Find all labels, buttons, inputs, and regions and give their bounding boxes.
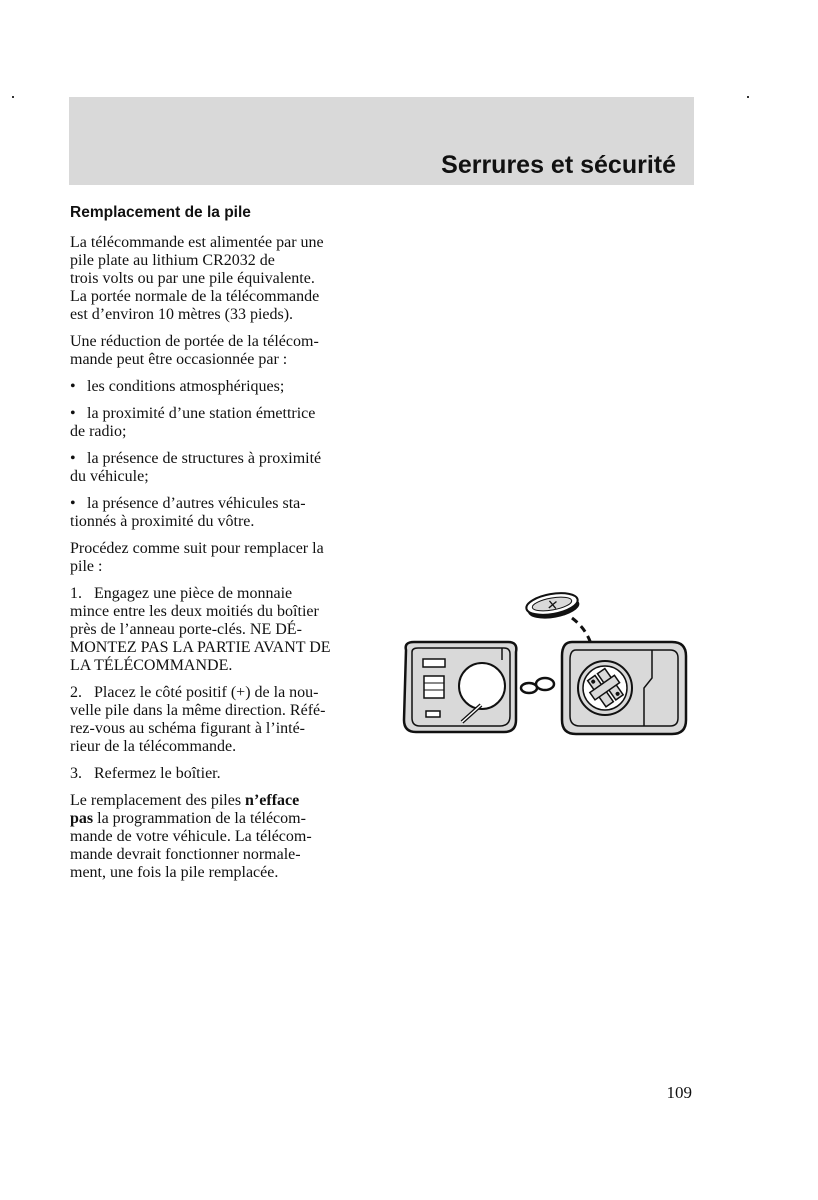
text-line: mande peut être occasionnée par : bbox=[70, 351, 288, 368]
remote-back-half bbox=[562, 642, 686, 734]
text-line: est d’environ 10 mètres (33 pieds). bbox=[70, 306, 294, 323]
text-line: Une réduction de portée de la télécom- bbox=[70, 333, 319, 350]
text-fragment: la programmation de la télécom- bbox=[93, 810, 306, 827]
text-line: MONTEZ PAS LA PARTIE AVANT DE bbox=[70, 639, 331, 656]
text-line: rez-vous au schéma figurant à l’inté- bbox=[70, 720, 306, 737]
bullet-symbol: • bbox=[70, 450, 76, 467]
text-line: pile plate au lithium CR2032 de bbox=[70, 252, 275, 269]
text-line: pile : bbox=[70, 558, 103, 575]
text-line: 2. Placez le côté positif (+) de la nou- bbox=[70, 684, 319, 701]
text-line: 3. Refermez le boîtier. bbox=[70, 765, 221, 782]
text-line: rieur de la télécommande. bbox=[70, 738, 237, 755]
step-2 bbox=[70, 684, 375, 756]
step-1 bbox=[70, 585, 375, 675]
bullet-item bbox=[70, 450, 375, 486]
text-line: ment, une fois la pile remplacée. bbox=[70, 864, 279, 881]
plus-sign-icon: + bbox=[541, 592, 564, 616]
intro-paragraph bbox=[70, 234, 375, 324]
text-line: la présence de structures à proximité bbox=[87, 450, 322, 467]
text-line: tionnés à proximité du vôtre. bbox=[70, 513, 255, 530]
text-line: mande devrait fonctionner normale- bbox=[70, 846, 301, 863]
bold-text: n’efface bbox=[245, 792, 300, 809]
bullet-item bbox=[70, 405, 375, 441]
step-3 bbox=[70, 765, 375, 783]
text-line: mince entre les deux moitiés du boîtier bbox=[70, 603, 319, 620]
bold-text: pas bbox=[70, 810, 94, 827]
text-line: la proximité d’une station émettrice bbox=[87, 405, 316, 422]
page-number: 109 bbox=[666, 1083, 692, 1102]
text-line: Procédez comme suit pour remplacer la bbox=[70, 540, 324, 557]
main-content bbox=[70, 203, 375, 891]
text-line: mande de votre véhicule. La télécom- bbox=[70, 828, 312, 845]
section-heading: Remplacement de la pile bbox=[70, 204, 251, 221]
crop-mark-right bbox=[747, 96, 749, 98]
text-fragment: Le remplacement des piles bbox=[70, 792, 246, 809]
bullet-item bbox=[70, 378, 375, 396]
text-line: du véhicule; bbox=[70, 468, 149, 485]
text-line: La portée normale de la télécommande bbox=[70, 288, 320, 305]
procedure-paragraph bbox=[70, 540, 375, 576]
text-line: trois volts ou par une pile équivalente. bbox=[70, 270, 315, 287]
remote-front-half bbox=[404, 642, 516, 732]
text-line: la présence d’autres véhicules sta- bbox=[87, 495, 306, 512]
remote-battery-illustration bbox=[396, 580, 692, 750]
text-line: près de l’anneau porte-clés. NE DÉ- bbox=[70, 621, 302, 638]
text-line: velle pile dans la même direction. Réfé- bbox=[70, 702, 326, 719]
header-band bbox=[69, 97, 694, 185]
closing-paragraph bbox=[70, 792, 375, 882]
page-title: Serrures et sécurité bbox=[441, 151, 676, 179]
bullet-symbol: • bbox=[70, 405, 76, 422]
bullet-symbol: • bbox=[70, 495, 76, 512]
text-line: La télécommande est alimentée par une bbox=[70, 234, 324, 251]
bullet-symbol: • bbox=[70, 378, 76, 395]
key-ring bbox=[521, 678, 554, 693]
crop-mark-left bbox=[12, 96, 14, 98]
text-line: les conditions atmosphériques; bbox=[87, 378, 285, 395]
bullet-item bbox=[70, 495, 375, 531]
text-line: de radio; bbox=[70, 423, 127, 440]
reduction-paragraph bbox=[70, 333, 375, 369]
text-line: LA TÉLÉCOMMANDE. bbox=[70, 657, 233, 674]
text-line: 1. Engagez une pièce de monnaie bbox=[70, 585, 293, 602]
